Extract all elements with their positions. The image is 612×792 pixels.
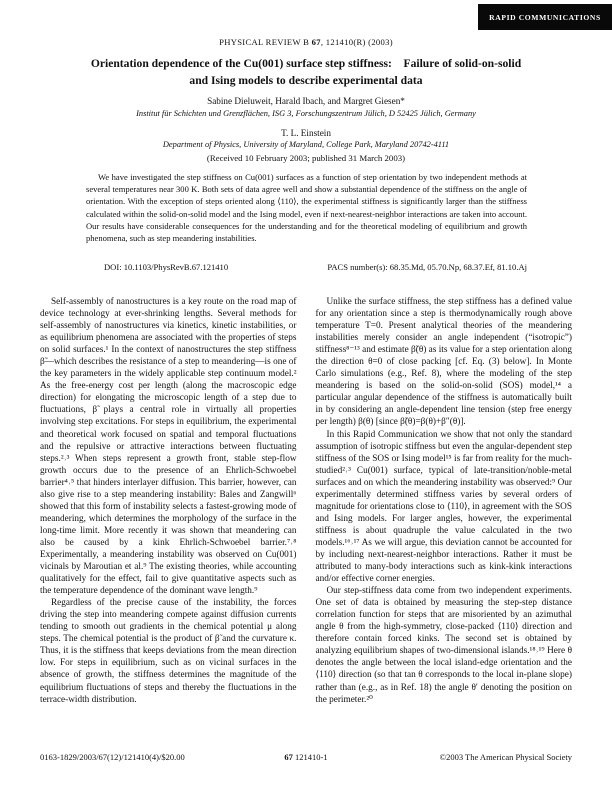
- pacs-numbers: PACS number(s): 68.35.Md, 05.70.Np, 68.37.Ef, 81.10.Aj: [327, 262, 527, 272]
- page-title: [0, 55, 612, 89]
- paragraph: In this Rapid Communication we show that not only the standard assumption of isotropic stiffness but even the angular-dependent step stiffness of the SOS or Ising model¹⁵ is far from reality for the much-studied²˒³ Cu(001) surface, typical of late-transition/noble-metal surfaces and on which the meandering instability was observed:⁹ Our experimentally determined stiffness varies by several orders of magnitude for orientations close to ⟨110⟩, in agreement with the SOS and Ising models. For larger angles, however, the experimental stiffness is about quadruple the value calculated in the two models.¹⁶˒¹⁷ As we will argue, this deviation cannot be accounted for by including next-nearest-neighbor interactions. Rather it must be attributed to many-body interactions such as kink-kink interactions and/or effective corner energies.: [315, 429, 572, 585]
- page-number: [284, 752, 327, 762]
- left-column: [40, 296, 297, 756]
- affiliation-2: Department of Physics, University of Maryland, College Park, Maryland 20742-4111: [162, 140, 450, 149]
- journal-name: PHYSICAL REVIEW B: [219, 37, 312, 47]
- journal-header: [0, 37, 612, 47]
- doi-pacs-line: [86, 262, 527, 272]
- paragraph: Our step-stiffness data come from two independent experiments. One set of data is obtained by measuring the step-step distance correlation function for steps that are misoriented by an azimuthal angle θ from the high-symmetry, close-packed ⟨110⟩ direction and therefore contain forced kinks. The second set is obtained by analyzing equilibrium shapes of two-dimensional islands.¹⁸˒¹⁹ Here θ denotes the angle between the local island-edge orientation and the ⟨110⟩ direction (so that tan θ corresponds to the local in-plane slope) rather than (e.g., as in Ref. 18) the angle θ′ denoting the position on the perimeter.²⁰: [315, 586, 572, 705]
- rapid-communications-banner: [478, 4, 612, 30]
- affiliation-1: Institut für Schichten und Grenzflächen, ISG 3, Forschungszentrum Jülich, D 52425 Jülich, Germany: [136, 109, 476, 118]
- paragraph: Regardless of the precise cause of the instability, the forces driving the step into meandering compete against diffusion currents tending to smooth out gradients in the chemical potential μ along steps. The chemical potential is the product of β̃ and the curvature κ. Thus, it is the stiffness that keeps deviations from the mean direction low. For steps in equilibrium, such as on vicinal surfaces in the absence of growth, the stiffness determines the magnitude of the equilibrium fluctuations of steps and thereby the fluctuations in the terrace-width distribution.: [40, 598, 297, 705]
- doi: DOI: 10.1103/PhysRevB.67.121410: [104, 262, 229, 272]
- abstract: We have investigated the step stiffness on Cu(001) surfaces as a function of step orientation by two independent methods at several temperatures near 300 K. Both sets of data agree well and show a substantial dependence of the stiffness on the angle of orientation. With the exception of steps oriented along ⟨110⟩, the experimental stiffness is significantly larger than the stiffness calculated within the solid-on-solid model and the Ising model, even if next-nearest-neighbor interactions are taken into account. Our results have considerable consequences for the understanding and for the theoretical modeling of equilibrium and growth phenomena, such as step meandering instabilities.: [86, 172, 527, 244]
- title-line-2: and Ising models to describe experimental data: [189, 74, 423, 87]
- paragraph: Self-assembly of nanostructures is a key route on the road map of device technology at ever-shrinking lengths. Several methods for self-assembly of nanostructures via kinetics, kinetic instabilities, or as equilibrium phenomena are associated with the properties of steps on solid surfaces.¹ In the context of nanostructures the step stiffness β̃—which describes the resistance of a step to meandering—is one of the key parameters in the widely applicable step continuum model.² As the free-energy cost per length (along the macroscopic edge direction) for elongating the microscopic length of a step due to fluctuations, β̃ plays a central role in virtually all properties involving step excitations. For steps in equilibrium, the experimental and theoretical work focused on spatial and temporal fluctuations and the repulsive or attractive interactions between fluctuating steps.²˒³ When steps represent a growth front, stable step-flow growth occurs due to the presence of an Ehrlich-Schwoebel barrier⁴˒⁵ that hinders interlayer diffusion. This barrier, however, can also give rise to a step meandering instability: Bales and Zangwill⁶ showed that this form of instability selects a fastest-growing mode of meandering, which determines the morphology of the surface in the long-time limit. More recently it was shown that meandering can also be caused by a kink Ehrlich-Schwoebel barrier.⁷˒⁸ Experimentally, a meandering instability was observed on Cu(001) vicinals by Maroutian et al.⁹ The existing theories, while accounting qualitatively for the effect, fail to give quantitative aspects such as the temperature dependence of the dominant wave length.⁹: [40, 297, 297, 597]
- journal-issue: , 121410(R) (2003): [320, 37, 393, 47]
- rapid-communications-label: RAPID COMMUNICATIONS: [489, 12, 601, 22]
- right-column: [316, 296, 573, 756]
- article-body: [40, 296, 572, 756]
- journal-volume: 67: [311, 37, 321, 47]
- footer-volume: 67: [284, 752, 293, 762]
- authors-group-1: Sabine Dieluweit, Harald Ibach, and Margret Giesen*: [207, 96, 405, 106]
- paragraph: Unlike the surface stiffness, the step stiffness has a defined value for any orientation since a step is thermodynamically rough above temperature T=0. Present analytical theories of the meandering instabilities merely consider an angle independent (“isotropic”) stiffness⁸⁻¹³ and estimate β̃(θ) as its value for a step orientation along the direction θ=0 of close packing [cf. Eq. (3) below]. In Monte Carlo simulations (e.g., Ref. 8), where the modeling of the step meandering is based on the solid-on-solid (SOS) model,¹⁴ a particular angular dependence of the stiffness is automatically built in by considering an angle-dependent line tension (step free energy per length) β(θ) [since β̃(θ)=β(θ)+β″(θ)].: [315, 297, 572, 428]
- received-dates: (Received 10 February 2003; published 31 March 2003): [206, 153, 406, 163]
- authors-group-2: T. L. Einstein: [281, 128, 331, 138]
- footer-page-id: 121410-1: [292, 752, 328, 762]
- title-line-1: Orientation dependence of the Cu(001) surface step stiffness: Failure of solid-on-solid: [90, 57, 522, 70]
- copyright-notice: ©2003 The American Physical Society: [439, 752, 572, 762]
- issn-price-code: 0163-1829/2003/67(12)/121410(4)/$20.00: [40, 752, 185, 762]
